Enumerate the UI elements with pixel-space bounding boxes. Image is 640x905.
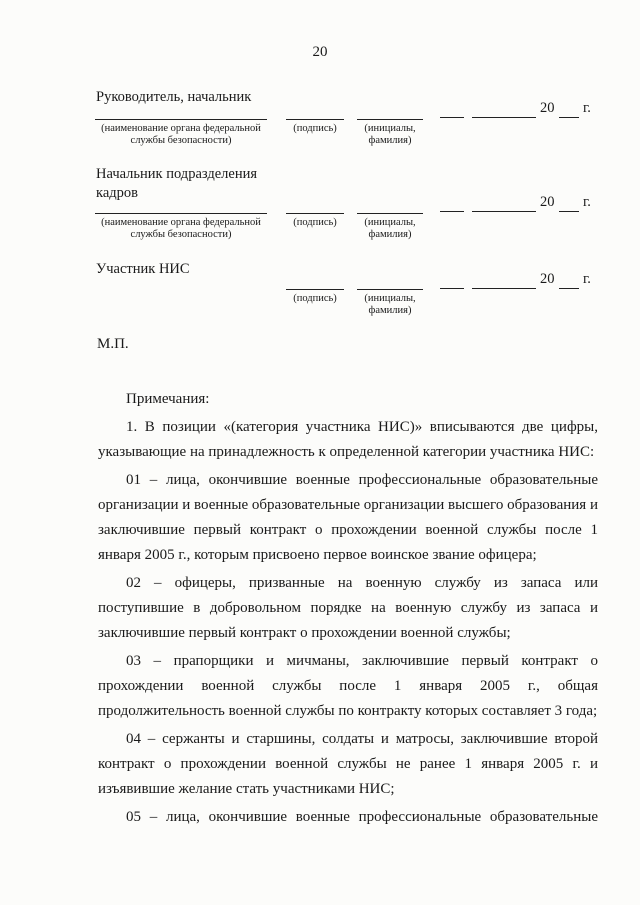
date-day-line [440, 211, 464, 212]
org-line [95, 119, 267, 120]
org-caption: (наименование органа федеральной службы безопасности) [101, 217, 261, 240]
year-prefix: 20 [540, 100, 555, 116]
signatory-title: Руководитель, начальник [96, 89, 252, 105]
initials-caption: (инициалы, фамилия) [364, 123, 416, 146]
note-paragraph: 1. В позиции «(категория участника НИС)» вписываются две цифры, указывающие на принадлежность к определенной категории участника НИС: [98, 419, 598, 460]
signature-line [286, 119, 344, 120]
year-line [559, 117, 579, 118]
initials-line [357, 119, 423, 120]
year-prefix: 20 [540, 194, 555, 210]
page-number: 20 [312, 44, 328, 60]
notes-section [98, 387, 598, 830]
signature-line [286, 289, 344, 290]
initials-caption: (инициалы, фамилия) [364, 217, 416, 240]
year-suffix: г. [583, 271, 591, 287]
initials-line [357, 213, 423, 214]
org-line [95, 213, 267, 214]
year-prefix: 20 [540, 271, 555, 287]
stamp-place: М.П. [97, 336, 129, 352]
notes-heading: Примечания: [126, 391, 210, 407]
signatory-title: Начальник подразделения кадров [96, 166, 258, 201]
note-paragraph: 03 – прапорщики и мичманы, заключившие первый контракт о прохождении военной службы после 1 января 2005 г., общая продолжительность военной службы по контракту которых составляет 3 года; [98, 653, 598, 719]
date-day-line [440, 117, 464, 118]
date-day-line [440, 288, 464, 289]
date-month-line [472, 211, 536, 212]
initials-caption: (инициалы, фамилия) [364, 293, 416, 316]
year-line [559, 288, 579, 289]
signature-caption: (подпись) [293, 293, 337, 304]
signatory-title: Участник НИС [96, 261, 190, 277]
year-line [559, 211, 579, 212]
signature-caption: (подпись) [293, 217, 337, 228]
date-month-line [472, 288, 536, 289]
year-suffix: г. [583, 100, 591, 116]
initials-line [357, 289, 423, 290]
note-paragraph: 01 – лица, окончившие военные профессиональные образовательные организации и военные образовательные организации высшего образования и заключившие первый контракт о прохождении военной службы после 1 января 2005 г., которым присвоено первое воинское звание офицера; [98, 472, 598, 563]
note-paragraph: 04 – сержанты и старшины, солдаты и матросы, заключившие второй контракт о прохождении военной службы не ранее 1 января 2005 г. и изъявившие желание стать участниками НИС; [98, 731, 598, 797]
note-paragraph: 02 – офицеры, призванные на военную службу из запаса или поступившие в добровольном порядке на военную службу из запаса и заключившие первый контракт о прохождении военной службы; [98, 575, 598, 641]
signature-caption: (подпись) [293, 123, 337, 134]
year-suffix: г. [583, 194, 591, 210]
org-caption: (наименование органа федеральной службы безопасности) [101, 123, 261, 146]
note-paragraph: 05 – лица, окончившие военные профессиональные образовательные [126, 809, 598, 825]
date-month-line [472, 117, 536, 118]
signature-line [286, 213, 344, 214]
